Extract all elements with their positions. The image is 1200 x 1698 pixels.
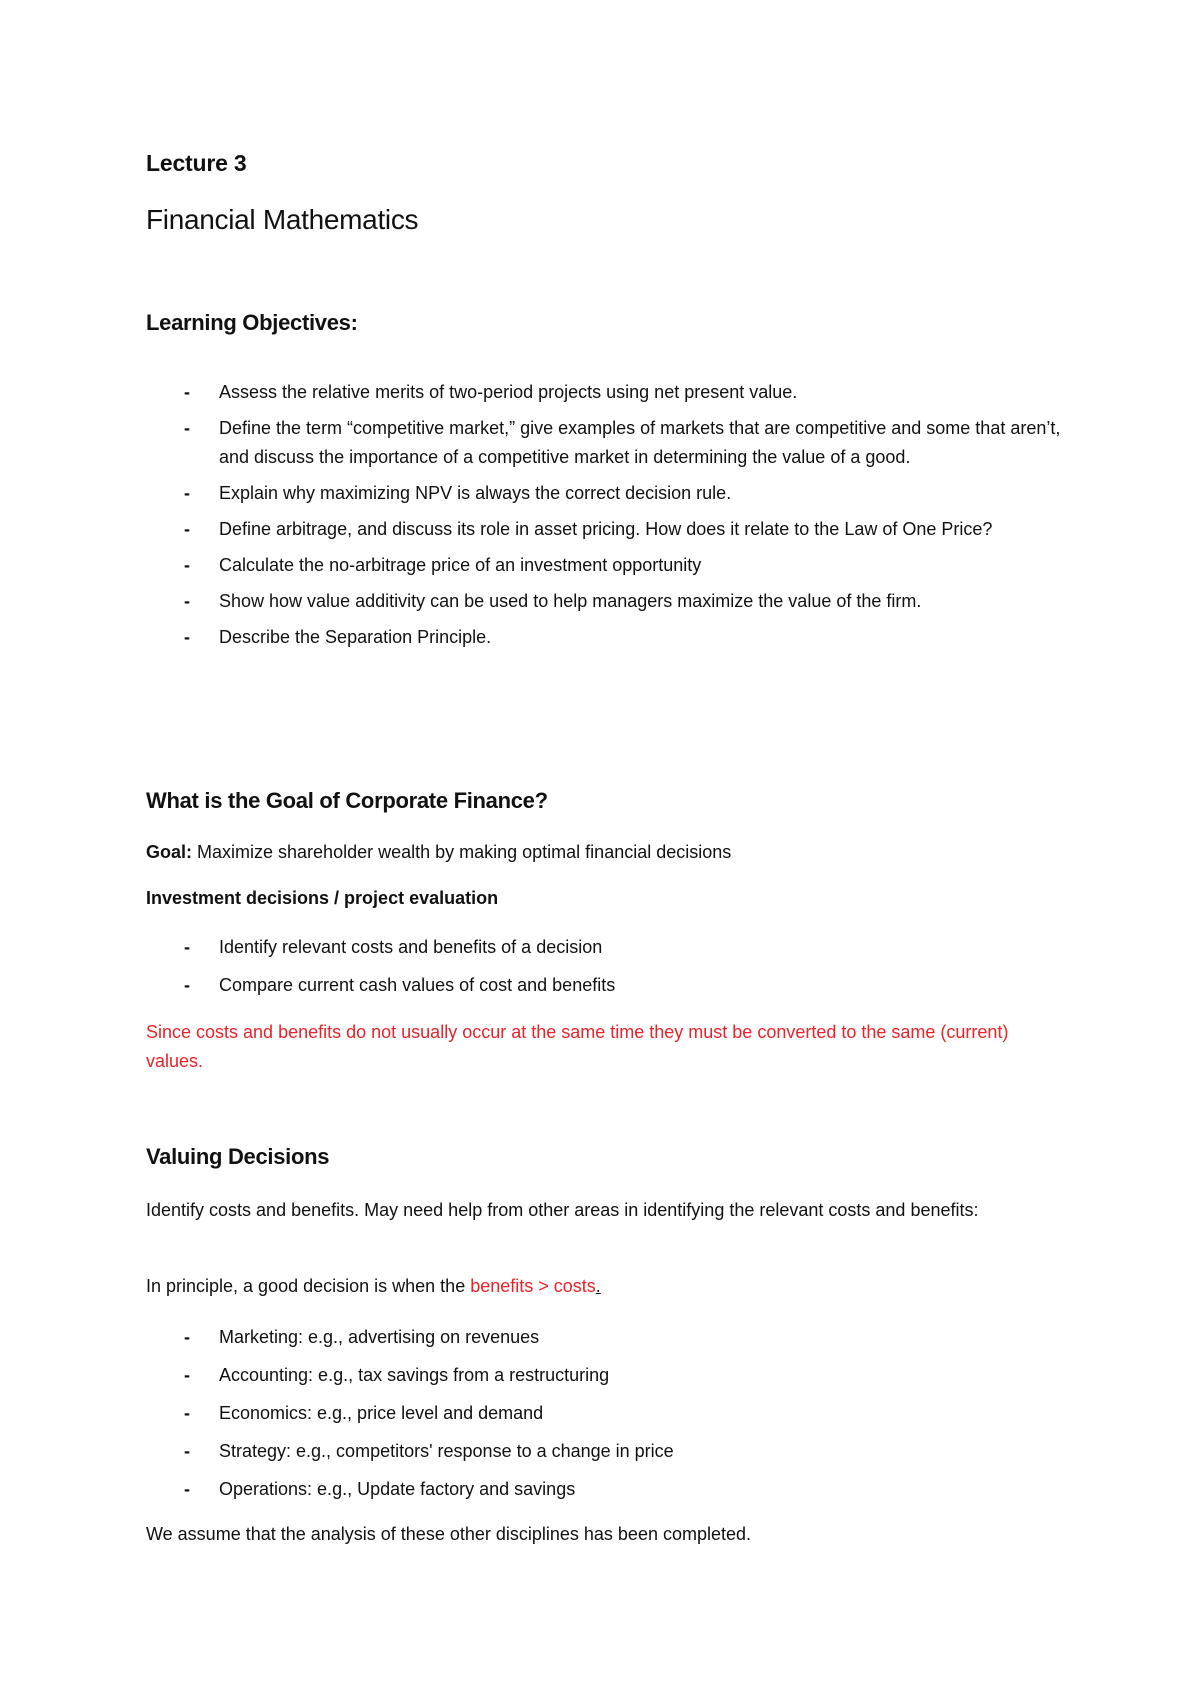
list-item: - Strategy: e.g., competitors' response to a change in price	[146, 1437, 1066, 1466]
dash-bullet-icon: -	[184, 418, 190, 438]
dash-bullet-icon: -	[184, 1403, 190, 1423]
dash-bullet-icon: -	[184, 519, 190, 539]
list-item: - Explain why maximizing NPV is always the correct decision rule.	[146, 479, 1066, 508]
goal-paragraph	[146, 838, 1066, 867]
principle-prefix: In principle, a good decision is when the	[146, 1276, 471, 1296]
list-item: - Assess the relative merits of two-period projects using net present value.	[146, 378, 1066, 407]
dash-bullet-icon: -	[184, 937, 190, 957]
investment-list	[146, 933, 1066, 1000]
list-item: - Identify relevant costs and benefits of a decision	[146, 933, 1066, 962]
list-item: - Economics: e.g., price level and demand	[146, 1399, 1066, 1428]
dash-bullet-icon: -	[184, 591, 190, 611]
lecture-number: Lecture 3	[146, 150, 247, 176]
principle-suffix: .	[595, 1276, 601, 1296]
closing-paragraph: We assume that the analysis of these other disciplines has been completed.	[146, 1524, 752, 1544]
goal-heading: What is the Goal of Corporate Finance?	[146, 788, 548, 813]
objectives-heading: Learning Objectives:	[146, 310, 358, 335]
dash-bullet-icon: -	[184, 1441, 190, 1461]
dash-bullet-icon: -	[184, 1327, 190, 1347]
disciplines-list	[146, 1323, 1066, 1504]
goal-text: Maximize shareholder wealth by making optimal financial decisions	[192, 842, 732, 862]
list-item: - Accounting: e.g., tax savings from a restructuring	[146, 1361, 1066, 1390]
page-title: Financial Mathematics	[146, 204, 419, 235]
objectives-list	[146, 378, 1066, 652]
investment-heading: Investment decisions / project evaluation	[146, 888, 499, 908]
dash-bullet-icon: -	[184, 627, 190, 647]
list-item: - Marketing: e.g., advertising on revenues	[146, 1323, 1066, 1352]
dash-bullet-icon: -	[184, 555, 190, 575]
list-item: - Compare current cash values of cost and benefits	[146, 971, 1066, 1000]
list-item: - Show how value additivity can be used to help managers maximize the value of the firm.	[146, 587, 1066, 616]
goal-label: Goal:	[146, 842, 193, 862]
valuing-intro: Identify costs and benefits. May need help from other areas in identifying the relevant costs and benefits:	[146, 1200, 979, 1220]
dash-bullet-icon: -	[184, 382, 190, 402]
valuing-heading: Valuing Decisions	[146, 1144, 330, 1169]
list-item: - Operations: e.g., Update factory and savings	[146, 1475, 1066, 1504]
list-item: - Define arbitrage, and discuss its role in asset pricing. How does it relate to the Law of One Price?	[146, 515, 1066, 544]
conversion-note: Since costs and benefits do not usually occur at the same time they must be converted to the same (current) values.	[146, 1022, 1009, 1071]
dash-bullet-icon: -	[184, 1365, 190, 1385]
dash-bullet-icon: -	[184, 975, 190, 995]
principle-highlight: benefits > costs	[470, 1276, 596, 1296]
list-item: - Define the term “competitive market,” give examples of markets that are competitive and some that aren’t, and discuss the importance of a competitive market in determining the value of a good.	[146, 414, 1066, 472]
principle-paragraph	[146, 1272, 1066, 1301]
list-item: - Calculate the no-arbitrage price of an investment opportunity	[146, 551, 1066, 580]
dash-bullet-icon: -	[184, 483, 190, 503]
dash-bullet-icon: -	[184, 1479, 190, 1499]
list-item: - Describe the Separation Principle.	[146, 623, 1066, 652]
